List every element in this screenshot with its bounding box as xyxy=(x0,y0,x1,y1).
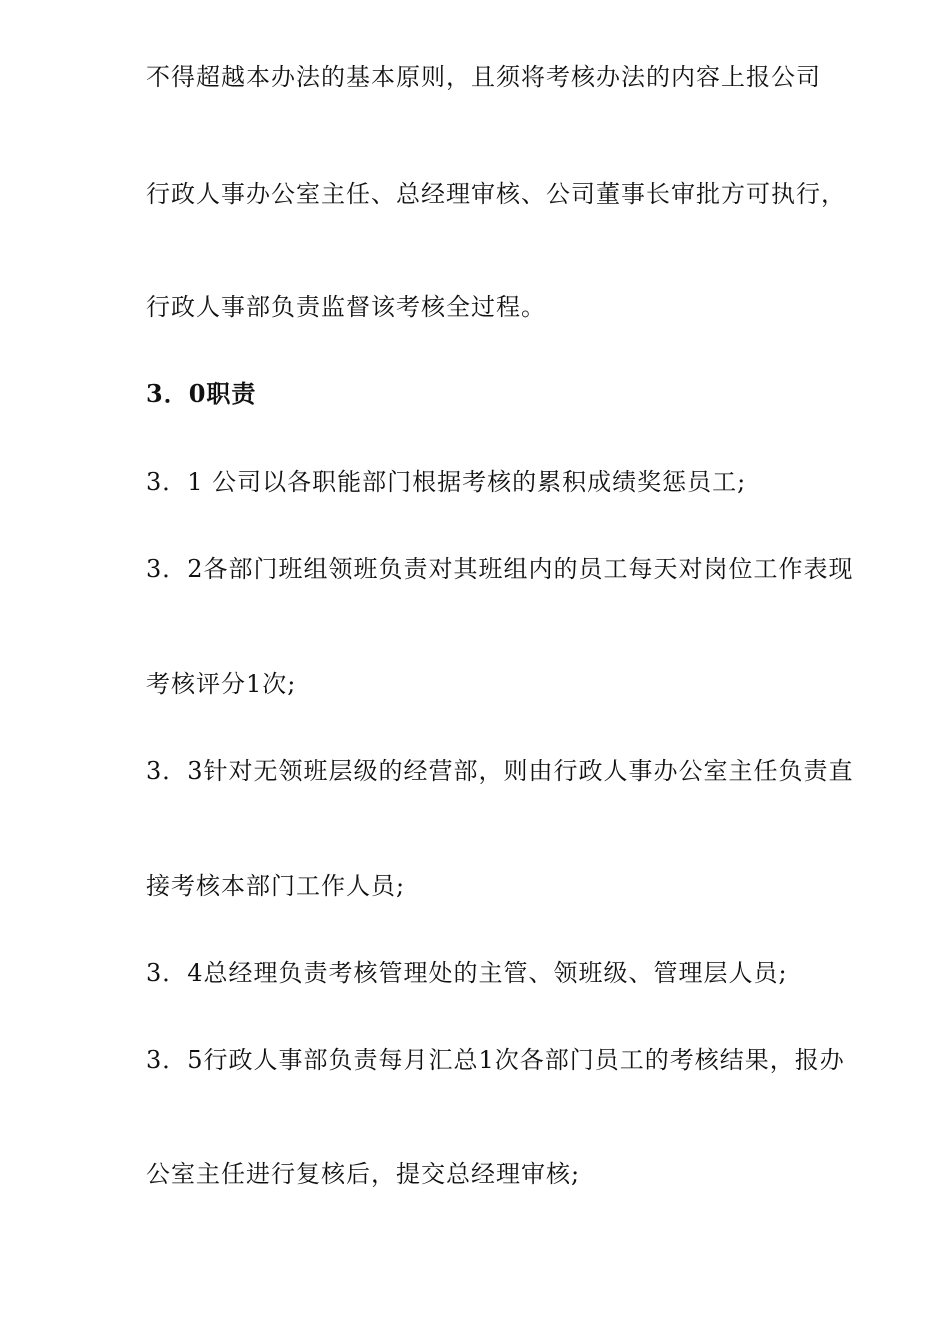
list-item: 3．1 公司以各职能部门根据考核的累积成绩奖惩员工; xyxy=(146,468,747,496)
section-heading: 3．0职责 xyxy=(146,379,257,408)
paragraph-line: 不得超越本办法的基本原则，且须将考核办法的内容上报公司 xyxy=(146,63,821,91)
list-item: 3．3针对无领班层级的经营部，则由行政人事办公室主任负责直 xyxy=(146,757,854,785)
list-item-continuation: 接考核本部门工作人员; xyxy=(146,872,406,900)
list-item: 3．5行政人事部负责每月汇总1次各部门员工的考核结果，报办 xyxy=(146,1046,845,1074)
paragraph-line: 行政人事部负责监督该考核全过程。 xyxy=(146,293,546,321)
list-item: 3．4总经理负责考核管理处的主管、领班级、管理层人员; xyxy=(146,959,788,987)
paragraph-line: 行政人事办公室主任、总经理审核、公司董事长审批方可执行， xyxy=(146,180,846,208)
list-item-continuation: 公室主任进行复核后，提交总经理审核; xyxy=(146,1160,581,1188)
list-item-continuation: 考核评分1次; xyxy=(146,670,297,698)
list-item: 3．2各部门班组领班负责对其班组内的员工每天对岗位工作表现 xyxy=(146,555,854,583)
